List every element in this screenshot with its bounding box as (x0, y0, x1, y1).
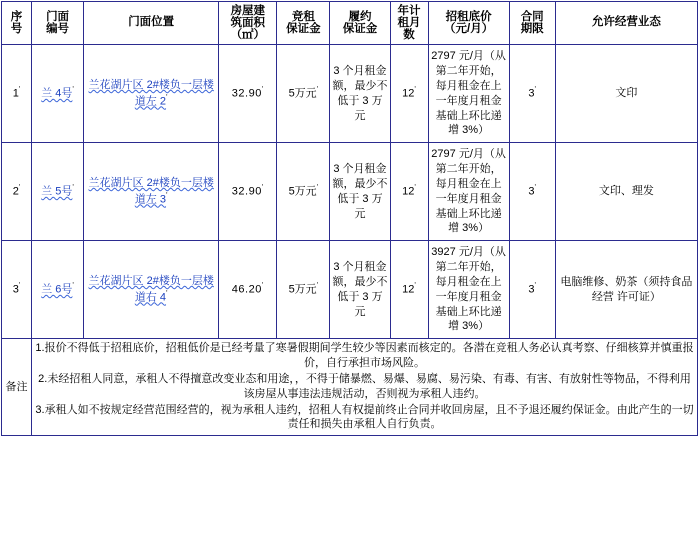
header-months-line1: 年计 (397, 5, 421, 17)
cell-months (390, 143, 428, 241)
header-base-price-line1: 招租底价 (445, 11, 492, 24)
cell-contract-value: 3 (528, 186, 535, 199)
location-tick: ' (166, 92, 168, 102)
cell-months-value: 12 (402, 88, 415, 101)
cell-code-value: 兰 4号 (41, 88, 73, 101)
cell-contract-value: 3 (528, 88, 535, 101)
header-seq (2, 2, 32, 45)
header-area-line3: （㎡） (230, 29, 266, 42)
header-perf-deposit (330, 2, 390, 45)
cell-base-price (428, 45, 509, 143)
cell-bid-deposit-value: 5万元 (288, 186, 317, 199)
cell-business-value: 文印、理发 (598, 185, 654, 198)
cell-perf-deposit-value: 3 个月租金额，最少不低于 3 万元 (332, 65, 388, 122)
notes-label: 备注 (2, 339, 32, 436)
location-tick: ' (166, 288, 168, 298)
cell-base-price-value: 2797 元/月（从第二年开始，每月租金在上一年度月租金基础上环比递增 3%） (431, 148, 506, 235)
cell-seq (2, 143, 32, 241)
header-perf-deposit-line2: 保证金 (342, 23, 378, 36)
seq-tick: ' (18, 183, 21, 193)
seq-tick: ' (18, 85, 21, 95)
cell-area (219, 241, 277, 339)
cell-seq-value: 2 (12, 186, 19, 199)
location-tick: ' (166, 190, 168, 200)
header-code-line1: 门面 (46, 11, 70, 24)
cell-bid-deposit-value: 5万元 (288, 88, 317, 101)
cell-location-value: 兰花湖片区 2#楼负一层楼道右 4 (88, 275, 214, 304)
cell-months-value: 12 (402, 186, 415, 199)
header-area (219, 2, 277, 45)
header-contract (509, 2, 555, 45)
note-item: 3.承租人如不按规定经营范围经营的，视为承租人违约，招租人有权提前终止合同并收回房屋，且不予退还履约保证金。由此产生的一切责任和损失由承租人自行负责。 (35, 403, 694, 431)
header-seq-line1: 序 (10, 11, 23, 24)
cell-seq-value: 3 (12, 284, 19, 297)
contract-tick: ' (534, 281, 537, 291)
cell-business (555, 143, 697, 241)
cell-code (32, 143, 84, 241)
cell-perf-deposit (330, 45, 390, 143)
cell-location (84, 241, 219, 339)
notes-body (32, 339, 698, 436)
header-location: 门面位置 (84, 2, 219, 45)
cell-base-price-value: 2797 元/月（从第二年开始，每月租金在上一年度月租金基础上环比递增 3%） (431, 50, 506, 137)
area-tick: ' (261, 281, 264, 291)
months-tick: ' (414, 281, 416, 291)
area-tick: ' (261, 183, 264, 193)
header-base-price-line2: （元/月） (444, 23, 494, 36)
header-bid-deposit (277, 2, 330, 45)
header-base-price (428, 2, 509, 45)
header-code (32, 2, 84, 45)
cell-location-value: 兰花湖片区 2#楼负一层楼道左 3 (88, 177, 214, 206)
code-tick: ' (72, 281, 74, 291)
header-business: 允许经营业态 (555, 2, 697, 45)
bid-tick: ' (316, 281, 319, 291)
note-item: 2.未经招租人同意，承租人不得擅意改变业态和用途，，不得于储暴燃、易爆、易腐、易污染、有毒、有害、有放射性等物品，不得利用该房屋从事违法违规活动，否则视为承租人违约。 (38, 372, 691, 400)
header-bid-deposit-line1: 竞租 (291, 11, 315, 24)
cell-code (32, 241, 84, 339)
cell-code (32, 45, 84, 143)
code-tick: ' (72, 183, 74, 193)
cell-area (219, 45, 277, 143)
cell-contract (509, 143, 555, 241)
cell-area-value: 46.20 (231, 284, 262, 297)
cell-code-value: 兰 6号 (41, 284, 73, 297)
cell-base-price-value: 3927 元/月（从第二年开始，每月租金在上一年度月租金基础上环比递增 3%） (431, 246, 506, 333)
rental-listing-table (1, 1, 698, 436)
cell-contract (509, 241, 555, 339)
cell-contract-value: 3 (528, 284, 535, 297)
header-contract-line1: 合同 (520, 11, 544, 24)
header-seq-line2: 号 (10, 23, 23, 36)
cell-months (390, 45, 428, 143)
cell-location-value: 兰花湖片区 2#楼负一层楼道左 2 (88, 79, 214, 108)
area-tick: ' (261, 85, 264, 95)
cell-seq-value: 1 (12, 88, 19, 101)
header-perf-deposit-line1: 履约 (348, 11, 372, 24)
header-months (390, 2, 428, 45)
cell-area-value: 32.90 (231, 88, 262, 101)
cell-location (84, 45, 219, 143)
table-row (2, 241, 698, 339)
cell-business (555, 241, 697, 339)
cell-bid-deposit-value: 5万元 (288, 284, 317, 297)
notes-row (2, 339, 698, 436)
header-months-line2: 租月 (397, 17, 421, 30)
cell-perf-deposit (330, 241, 390, 339)
seq-tick: ' (18, 281, 21, 291)
cell-bid-deposit (277, 45, 330, 143)
cell-contract (509, 45, 555, 143)
cell-location (84, 143, 219, 241)
header-months-line3: 数 (403, 29, 415, 42)
cell-perf-deposit-value: 3 个月租金额，最少不低于 3 万元 (332, 261, 388, 318)
cell-business-value: 文印 (615, 87, 638, 100)
header-bid-deposit-line2: 保证金 (286, 23, 321, 36)
cell-base-price (428, 143, 509, 241)
cell-business-value: 电脑维修、奶茶（须持食品经营 许可证） (560, 275, 693, 303)
cell-area-value: 32.90 (231, 186, 262, 199)
cell-code-value: 兰 5号 (41, 186, 73, 199)
cell-bid-deposit (277, 143, 330, 241)
header-contract-line2: 期限 (520, 23, 544, 36)
months-tick: ' (414, 183, 416, 193)
cell-seq (2, 45, 32, 143)
contract-tick: ' (534, 85, 537, 95)
cell-seq (2, 241, 32, 339)
cell-perf-deposit-value: 3 个月租金额，最少不低于 3 万元 (332, 163, 388, 220)
code-tick: ' (72, 85, 74, 95)
cell-business (555, 45, 697, 143)
cell-bid-deposit (277, 241, 330, 339)
note-item: 1.报价不得低于招租底价，招租低价是已经考量了寒暑假期间学生较少等因素而核定的。各潜在竞租人务必认真考察、仔细核算并慎重报价，自行承担市场风险。 (35, 342, 694, 370)
contract-tick: ' (534, 183, 537, 193)
header-area-line2: 筑面积 (230, 17, 266, 30)
header-code-line2: 编号 (46, 23, 70, 36)
cell-base-price (428, 241, 509, 339)
header-area-line1: 房屋建 (230, 5, 266, 17)
cell-months-value: 12 (402, 284, 415, 297)
cell-area (219, 143, 277, 241)
cell-months (390, 241, 428, 339)
months-tick: ' (414, 85, 416, 95)
table-row (2, 45, 698, 143)
cell-perf-deposit (330, 143, 390, 241)
bid-tick: ' (316, 183, 319, 193)
table-row (2, 143, 698, 241)
table-header-row (2, 2, 698, 45)
bid-tick: ' (316, 85, 319, 95)
